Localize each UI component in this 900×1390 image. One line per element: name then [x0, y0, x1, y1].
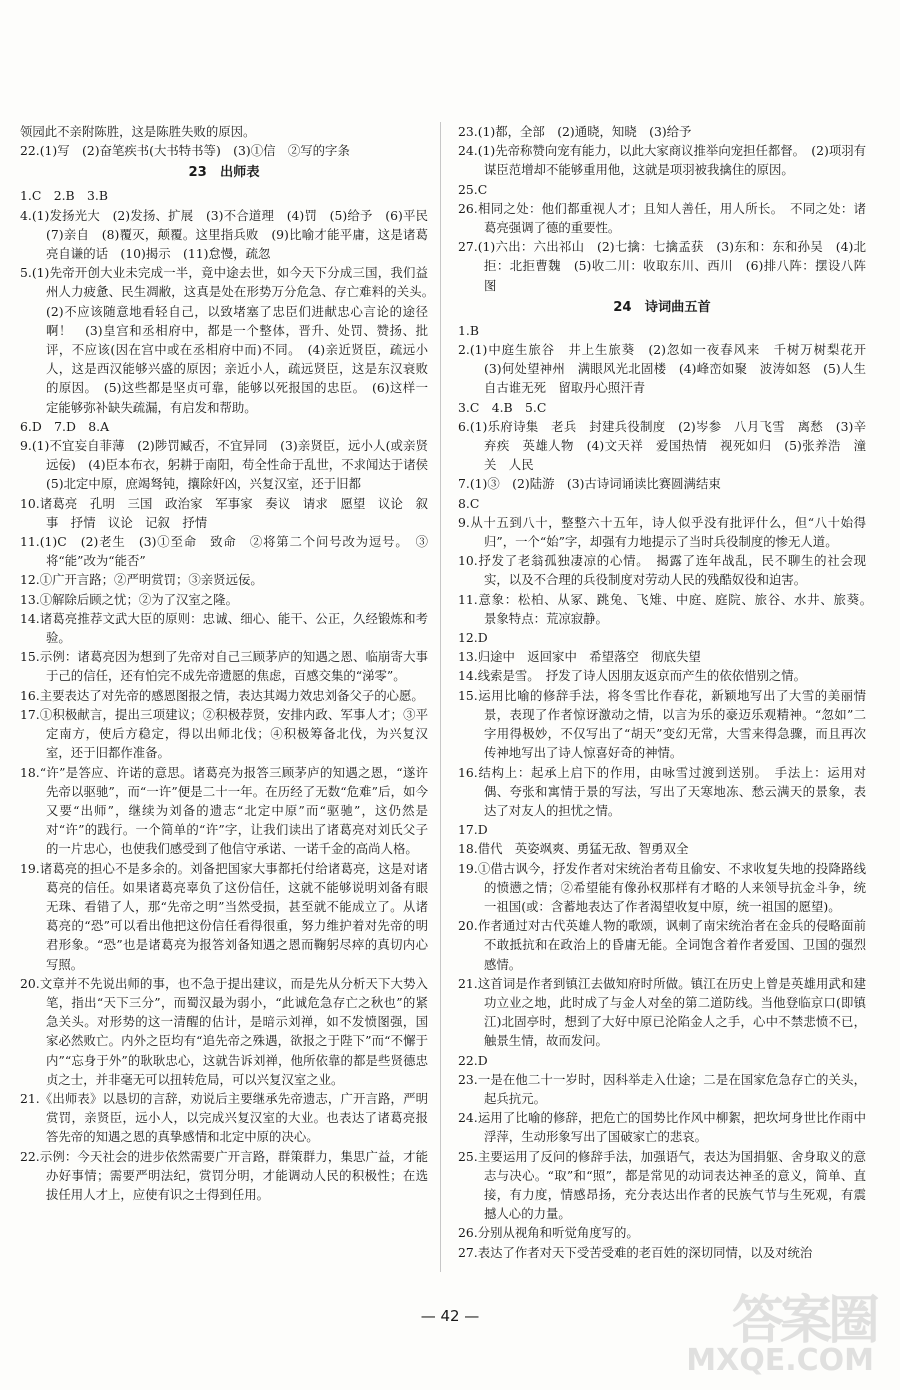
answer-item: 19.诸葛亮的担心不是多余的。刘备把国家大事都托付给诸葛亮，这是对诸葛亮的信任。如果诸葛亮辜负了这份信任，这就不能够说明刘备有眼无珠、看错了人，那“先帝之明”当然受损，甚至就不能成立了。从诸葛亮的“恐”可以看出他把这份信任看得很重，努力维护着对先帝的明君形象。“恐”也是诸葛亮为报答刘备知遇之恩而鞠躬尽瘁的真切内心写照。 — [20, 860, 428, 972]
answer-item: 14.线索是雪。 抒发了诗人因朋友返京而产生的依依惜别之情。 — [458, 668, 807, 684]
section-title: 23 出师表 — [188, 165, 260, 181]
answer-item: 12.①广开言路；②严明赏罚；③亲贤远佞。 — [20, 572, 263, 588]
answer-item: 24.(1)先帝称赞向宠有能力，以此大家商议推举向宠担任都督。 (2)项羽有谋臣范增却不能够重用他，这就是项羽被我擒住的原因。 — [458, 143, 866, 178]
answer-item: 12.D — [458, 630, 488, 646]
answer-item: 4.(1)发扬光大 (2)发扬、扩展 (3)不合道理 (4)罚 (5)给予 (6)平民 (7)亲自 (8)覆灭，颠覆。这里指兵败 (9)比喻才能平庸，这是诸葛亮自谦的话 (10)揭示 (11)怠慢，疏忽 — [20, 207, 441, 262]
answer-item: 5.(1)先帝开创大业未完成一半，竟中途去世，如今天下分成三国，我们益州人力疲惫、民生凋敝，这真是处在形势万分危急、存亡难料的关头。 (2)不应该随意地看轻自己，以致堵塞了忠臣们进献忠心言论的途径啊！ (3)皇宫和丞相府中，都是一个整体，晋升、处罚、赞扬、批评，不应该(因在宫中或在丞相府中而)不同。 (4)亲近贤臣，疏远小人，这是西汉能够兴盛的原因；亲近小人，疏远贤臣，这是东汉衰败的原因。 (5)这些都是坚贞可靠，能够以死报国的忠臣。 (6)这样一定能够弥补缺失疏漏，有启发和帮助。 — [20, 265, 441, 415]
answer-item: 22.D — [458, 1052, 488, 1068]
left-column — [20, 122, 441, 1204]
answer-item: 18.借代 英姿飒爽、勇猛无敌、智勇双全 — [458, 841, 689, 857]
page-number: — 42 — — [420, 1307, 480, 1325]
answer-item: 25.主要运用了反问的修辞手法，加强语气，表达为国捐躯、舍身取义的意志与决心。“取”和“照”，都是常见的动词表达神圣的意义，简单、直接，有力度，情感昂扬，充分表达出作者的民族气节与生死观，有震撼人心的力量。 — [458, 1148, 866, 1222]
answer-item: 17.①积极献言，提出三项建议；②积极荐贤，安排内政、军事人才；③平定南方，使后方稳定，得以出师北伐；④积极筹备北伐，为兴复汉室，还于旧都作准备。 — [20, 706, 428, 761]
answer-item: 18.“许”是答应、许诺的意思。诸葛亮为报答三顾茅庐的知遇之恩，“遂许先帝以驱驰”，而“一许”便是二十一年。在历经了无数“危难”后，如今又要“出师”，继续为刘备的遗志“北定中原”而“驱驰”，这仍然是对“许”的践行。一个简单的“许”字，让我们读出了诸葛亮对刘氏父子的一片忠心，也使我们感受到了他信守承诺、一诺千金的高尚人格。 — [20, 764, 428, 857]
answer-item: 27.(1)六出：六出祁山 (2)七擒：七擒孟获 (3)东和：东和孙吴 (4)北拒：北拒曹魏 (5)收二川：收取东川、西川 (6)排八阵：摆设八阵图 — [458, 239, 866, 293]
watermark-logo: 答案圈 — [731, 1291, 876, 1351]
answer-item: 15.运用比喻的修辞手法，将冬雪比作春花，新颖地写出了大雪的美丽情景，表现了作者惊讶激动之情，以言为乐的豪迈乐观精神。“忽如”二字用得极妙，不仅写出了“胡天”变幻无常，大雪来得急骤，而且再次传神地写出了诗人惊喜好奇的神情。 — [458, 687, 866, 761]
answer-item: 22.(1)写 (2)奋笔疾书(大书特书等) (3)①信 ②写的字条 — [20, 143, 350, 159]
answer-item: 20.文章并不先说出师的事，也不急于提出建议，而是先从分析天下大势入笔，指出“天下三分”，而蜀汉最为弱小，“此诚危急存亡之秋也”的紧急关头。对形势的这一清醒的估计，是暗示刘禅，如不发愤图强，国家必然败亡。内外之臣均有“追先帝之殊遇，欲报之于陛下”而“不懈于内”“忘身于外”的耿耿忠心，这就告诉刘禅，他所依靠的都是些贤德忠贞之士，并非毫无可以扭转危局，可以兴复汉室之业。 — [20, 975, 428, 1087]
answer-item: 23.一是在他二十一岁时，因科举走入仕途；二是在国家危急存亡的关头，起兵抗元。 — [458, 1071, 866, 1106]
answer-item: 26.分别从视角和听觉角度写的。 — [458, 1225, 639, 1241]
answer-item: 20.作者通过对古代英雄人物的歌颂，讽刺了南宋统治者在金兵的侵略面前不敢抵抗和在政治上的昏庸无能。全词饱含着作者爱国、卫国的强烈感情。 — [458, 918, 866, 972]
answer-item: 11.(1)C (2)老生 (3)①至命 致命 ②将第二个问号改为逗号。 ③将“能”改为“能否” — [20, 534, 428, 569]
answer-item: 1.C 2.B 3.B — [20, 188, 108, 204]
answer-item: 2.(1)中庭生旅谷 井上生旅葵 (2)忽如一夜春风来 千树万树梨花开 (3)何处望神州 满眼风光北固楼 (4)峰峦如聚 波涛如怒 (5)人生自古谁无死 留取丹心照汗青 — [458, 342, 879, 396]
answer-item: 16.主要表达了对先帝的感恩图报之情，表达其竭力效忠刘备父子的心愿。 — [20, 687, 424, 703]
watermark-url: MXQE.COM — [686, 1343, 874, 1378]
answer-item: 13.归途中 返回家中 希望落空 彻底失望 — [458, 649, 701, 665]
answer-item: 8.C — [458, 495, 480, 511]
answer-item: 7.(1)③ (2)陆游 (3)古诗词诵读比赛圆满结束 — [458, 476, 721, 492]
right-column — [458, 122, 879, 1262]
answer-item: 21.《出师表》以恳切的言辞，劝说后主要继承先帝遗志，广开言路，严明赏罚，亲贤臣，远小人，以完成兴复汉室的大业。也表达了诸葛亮报答先帝的知遇之恩的真挚感情和北定中原的决心。 — [20, 1090, 428, 1145]
answer-item: 26.相同之处：他们都重视人才；且知人善任，用人所长。 不同之处：诸葛亮强调了德的重要性。 — [458, 200, 866, 236]
answer-item: 11.意象：松柏、从冢、跳兔、飞雉、中庭、庭院、旅谷、水井、旅葵。 景象特点：荒凉寂静。 — [458, 591, 879, 626]
answer-item: 21.这首词是作者到镇江去做知府时所做。镇江在历史上曾是英雄用武和建功立业之地，此时成了与金人对垒的第二道防线。当他登临京口(即镇江)北固亭时，想到了大好中原已沦陷金人之手，心中不禁悲愤不已，触景生情，故而发问。 — [458, 975, 866, 1049]
section-title: 24 诗词曲五首 — [613, 299, 711, 315]
answer-item: 1.B — [458, 322, 479, 338]
answer-item: 9.(1)不宜妄自菲薄 (2)陟罚臧否，不宜异同 (3)亲贤臣，远小人(或亲贤远佞) (4)臣本布衣，躬耕于南阳，苟全性命于乱世，不求闻达于诸侯 (5)北定中原，庶竭驽钝，攘除奸凶，兴复汉室，还于旧都 — [20, 438, 441, 492]
answer-item: 16.结构上：起承上启下的作用，由咏雪过渡到送别。 手法上：运用对偶、夸张和寓情于景的写法，写出了天寒地冻、愁云满天的景象，表达了对友人的担忧之情。 — [458, 764, 866, 818]
answer-item: 6.(1)乐府诗集 老兵 封建兵役制度 (2)岑参 八月飞雪 离愁 (3)辛弃疾 英雄人物 (4)文天祥 爱国热情 视死如归 (5)张养浩 潼关 人民 — [458, 418, 866, 473]
answer-item: 24.运用了比喻的修辞，把危亡的国势比作风中柳絮，把坎坷身世比作雨中浮萍，生动形象写出了国破家亡的悲哀。 — [458, 1110, 866, 1145]
answer-item: 10.抒发了老翁孤独凄凉的心情。 揭露了连年战乱，民不聊生的社会现实，以及不合理的兵役制度对劳动人民的残酷奴役和迫害。 — [458, 553, 866, 588]
answer-item: 10.诸葛亮 孔明 三国 政治家 军事家 奏议 请求 愿望 议论 叙事 抒情 议论 记叙 抒情 — [20, 495, 428, 530]
answer-item: 22.示例：今天社会的进步依然需要广开言路，群策群力，集思广益，才能办好事情；需要严明法纪，赏罚分明，才能调动人民的积极性；在选拔任用人才上，应使有识之士得到任用。 — [20, 1148, 428, 1202]
answer-item: 14.诸葛亮推荐文武大臣的原则：忠诚、细心、能干、公正，久经锻炼和考验。 — [20, 610, 428, 646]
column-divider — [440, 122, 441, 1272]
answer-item: 19.①借古讽今，抒发作者对宋统治者苟且偷安、不求收复失地的投降路线的愤懑之情；②希望能有像孙权那样有才略的人来领导抗金斗争，统一祖国(或：含蓄地表达了作者渴望收复中原，统一祖国的愿望)。 — [458, 860, 866, 914]
answer-item: 领园此不亲附陈胜，这是陈胜失败的原因。 — [20, 124, 256, 139]
answer-item: 3.C 4.B 5.C — [458, 399, 547, 415]
watermark — [666, 1272, 886, 1382]
answer-item: 27.表达了作者对天下受苦受难的老百姓的深切同情，以及对统治 — [458, 1244, 813, 1260]
answer-item: 25.C — [458, 181, 488, 197]
answer-item: 13.①解除后顾之忧；②为了汉室之隆。 — [20, 591, 238, 607]
answer-item: 6.D 7.D 8.A — [20, 418, 110, 434]
answer-item: 15.示例：诸葛亮因为想到了先帝对自己三顾茅庐的知遇之恩、临崩寄大事于己的信任，还有怕完不成先帝遗愿的焦虑，百感交集的“涕零”。 — [20, 649, 428, 684]
answer-item: 17.D — [458, 822, 488, 838]
answer-item: 9.从十五到八十，整整六十五年，诗人似乎没有批评什么，但“八十始得归”，一个“始”字，却强有力地提示了当时兵役制度的惨无人道。 — [458, 514, 866, 550]
answer-item: 23.(1)都，全部 (2)通晓，知晓 (3)给予 — [458, 124, 692, 139]
